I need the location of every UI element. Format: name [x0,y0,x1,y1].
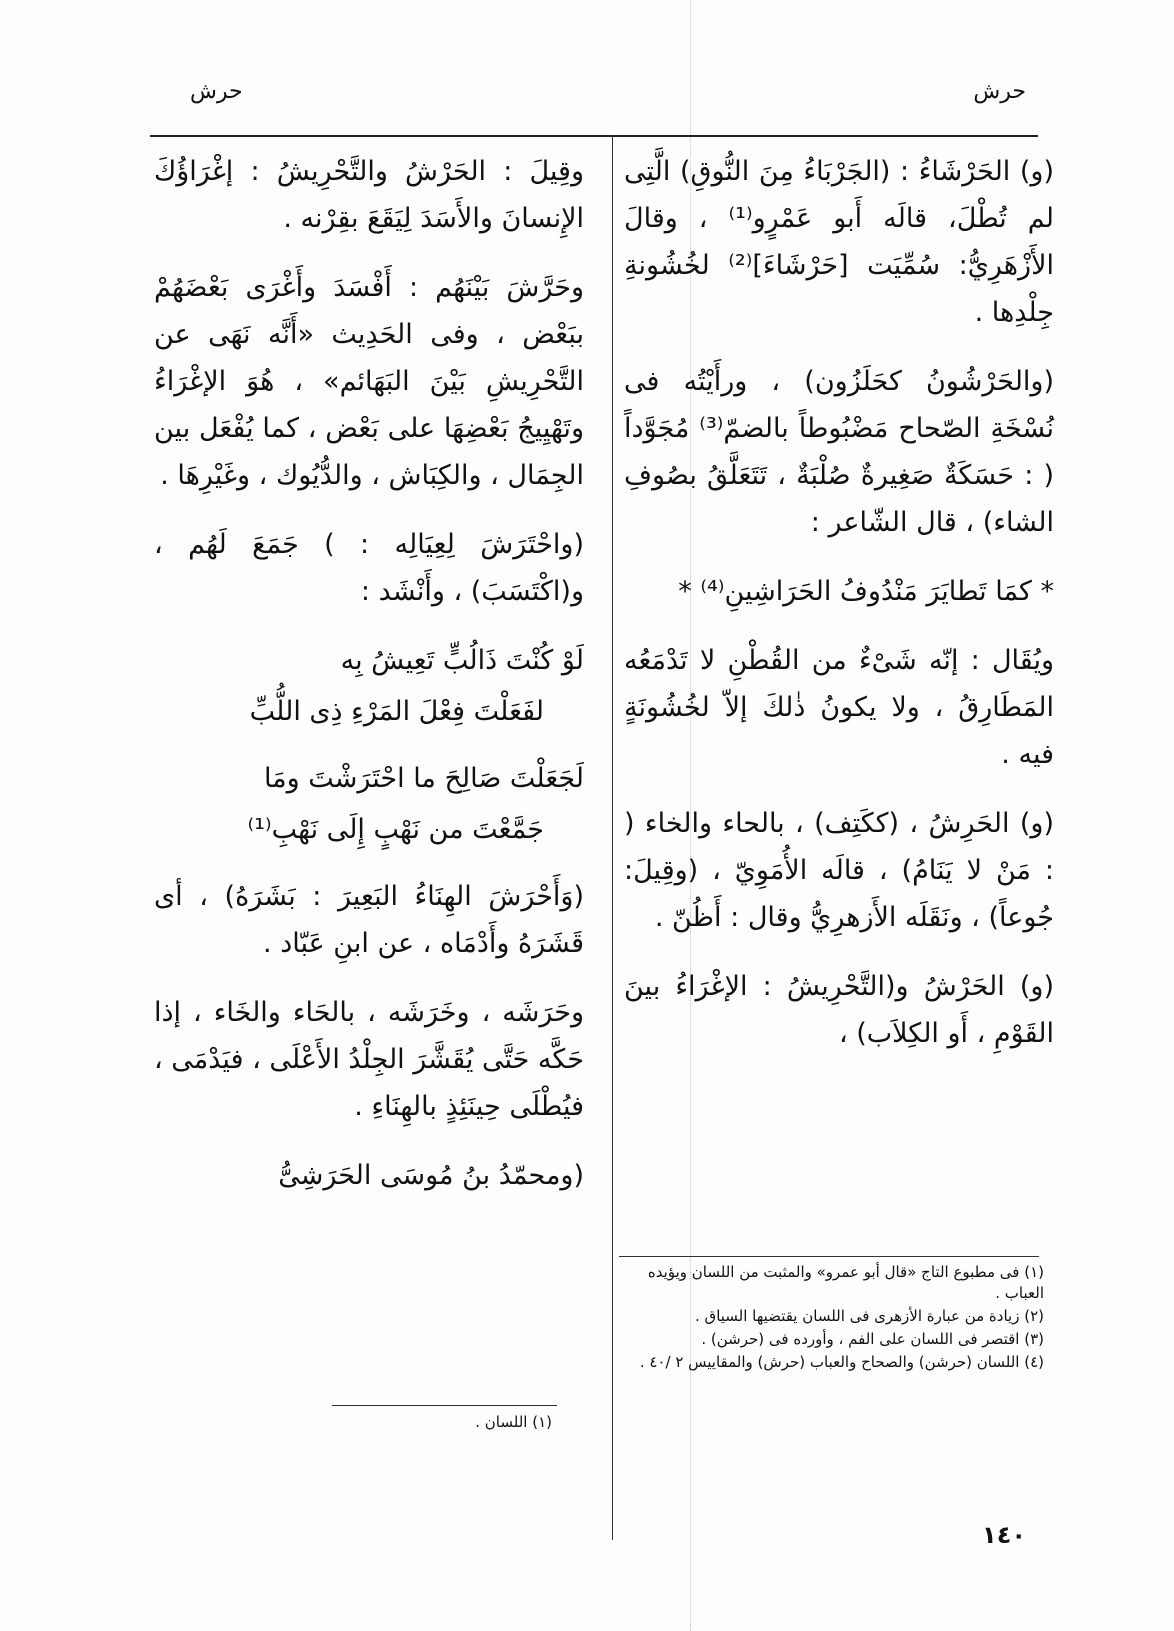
running-head-left: حرش [190,79,243,104]
footnote-rule-right [619,1256,1039,1257]
header-rule [150,135,1038,137]
footnotes-right [614,1262,1044,1375]
footnote-left-1: (١) اللسان . [475,1413,552,1431]
verse-quote: * كمَا تَطايَرَ مَنْدُوفُ الحَرَاشِينِ⁽⁴⁾ * [678,576,1054,607]
entry-harsha: (و) الحَرْشَاءُ : (الجَرْبَاءُ مِنَ النُّوقِ) الَّتِى لم تُطْلَ، قالَه أَبو عَمْرٍو⁽¹⁾ ، وقالَ الأَزْهَرِيُّ: سُمِّيَت [حَرْشَاءَ]⁽²⁾ لخُشُونةِ جِلْدِها . [624,156,1054,328]
footnote-3: (٣) اقتصر فى اللسان على الفم ، وأورده فى (حرشن) . [701,1330,1044,1348]
running-head-right: حرش [973,79,1026,104]
footnote-4: (٤) اللسان (حرشن) والصحاح والعباب (حرش) والمقاييس ٢ /٤٠ . [639,1353,1044,1371]
poem [154,637,584,873]
poem-line-2: لفَعَلْتَ فِعْلَ المَرْءِ ذِى اللُّبِّ [249,696,544,727]
entry-harrasha: وحَرَّشَ بَيْنَهُم : أَفْسَدَ وأَغْرَى بَعْضَهُمْ ببَعْض ، وفى الحَدِيث «أَنَّه نَهَى عن التَّحْرِيشِ بَيْنَ البَهَائم» ، هُوَ الإغْرَاءُ وتَهْيِيجُ بَعْضِهَا على بَعْض ، كما يُفْعَل بين الجِمَال ، والكِبَاش ، والدُّيُوك ، وغَيْرِهَا . [154,272,584,491]
poem-line-1: لَوْ كُنْتَ ذَالُبٍّ تَعِيشُ بِه [340,645,584,676]
column-divider [612,135,613,1540]
entry-muhammad: (ومحمّدُ بنُ مُوسَى الحَرَشِىُّ [278,1160,584,1191]
entry-yuqal: ويُقَال : إنّه شَىْءٌ من القُطْنِ لا تَدْمَعُه المَطَارِقُ ، ولا يكونُ ذٰلكَ إلاّ لخُشُونَةٍ فيه . [624,645,1054,770]
right-column [624,148,1054,1079]
footnote-rule-left [332,1405,557,1406]
entry-harshun: (والحَرْشُونُ كحَلَزُون) ، ورأَيْتُه فى نُسْخَةِ الصّحاح مَضْبُوطاً بالضمّ⁽³⁾ مُجَوَّداً ( : حَسَكَةٌ صَغِيرةٌ صُلْبَةٌ ، تَتَعَلَّقُ بصُوفِ الشاء) ، قال الشّاعر : [624,366,1054,538]
entry-harashahu: وحَرَشَه ، وخَرَشَه ، بالحَاء والخَاء ، إذا حَكَّه حَتَّى يُقَشَّرَ الجِلْدُ الأَعْلَى ، فيَدْمَى ، فيُطْلَى حِينَئِذٍ بالهِنَاءِ . [154,997,584,1122]
poem-line-4: جَمَّعْتَ من نَهْبٍ إِلَى نَهْبِ⁽¹⁾ [247,814,544,845]
footnote-1: (١) فى مطبوع التاج «قال أبو عمرو» والمثبت من اللسان ويؤيده العباب . [647,1263,1044,1302]
footnote-2: (٢) زيادة من عبارة الأزهرى فى اللسان يقتضيها السياق . [695,1307,1044,1325]
entry-ihtarasha: (واحْتَرَشَ لِعِيَالِه : ) جَمَعَ لَهُم ، و(اكْتَسَبَ) ، وأَنْشَد : [154,529,584,607]
entry-harish: (و) الحَرِشُ ، (ككَتِف) ، بالحاء والخاء ( : مَنْ لا يَنَامُ) ، قالَه الأُمَوِيّ ، (وقِيلَ: جُوعاً) ، ونَقَلَه الأَزهرِيُّ وقال : أَظُنّ . [624,808,1054,933]
poem-gap [154,739,584,755]
entry-ahrasha: (وَأَحْرَشَ الهِنَاءُ البَعِيرَ : بَشَرَهُ) ، أى قَشَرَهُ وأَدْمَاه ، عن ابنِ عَبّاد . [154,881,584,959]
footnotes-left [252,1412,552,1435]
poem-line-3: لَجَعَلْتَ صَالِحَ ما احْتَرَشْتَ ومَا [263,763,584,794]
page-number: ١٤٠ [982,1521,1026,1549]
poem-gap-end [154,857,584,873]
left-column [154,148,584,1221]
entry-qil: وقِيلَ : الحَرْشُ والتَّحْرِيشُ : إغْرَاؤُكَ الإِنسانَ والأَسَدَ لِيَقَعَ بقِرْنه . [154,156,584,234]
entry-tahrish: (و) الحَرْشُ و(التَّحْرِيشُ : الإغْرَاءُ بينَ القَوْمِ ، أَو الكِلاَب) ، [624,971,1054,1049]
